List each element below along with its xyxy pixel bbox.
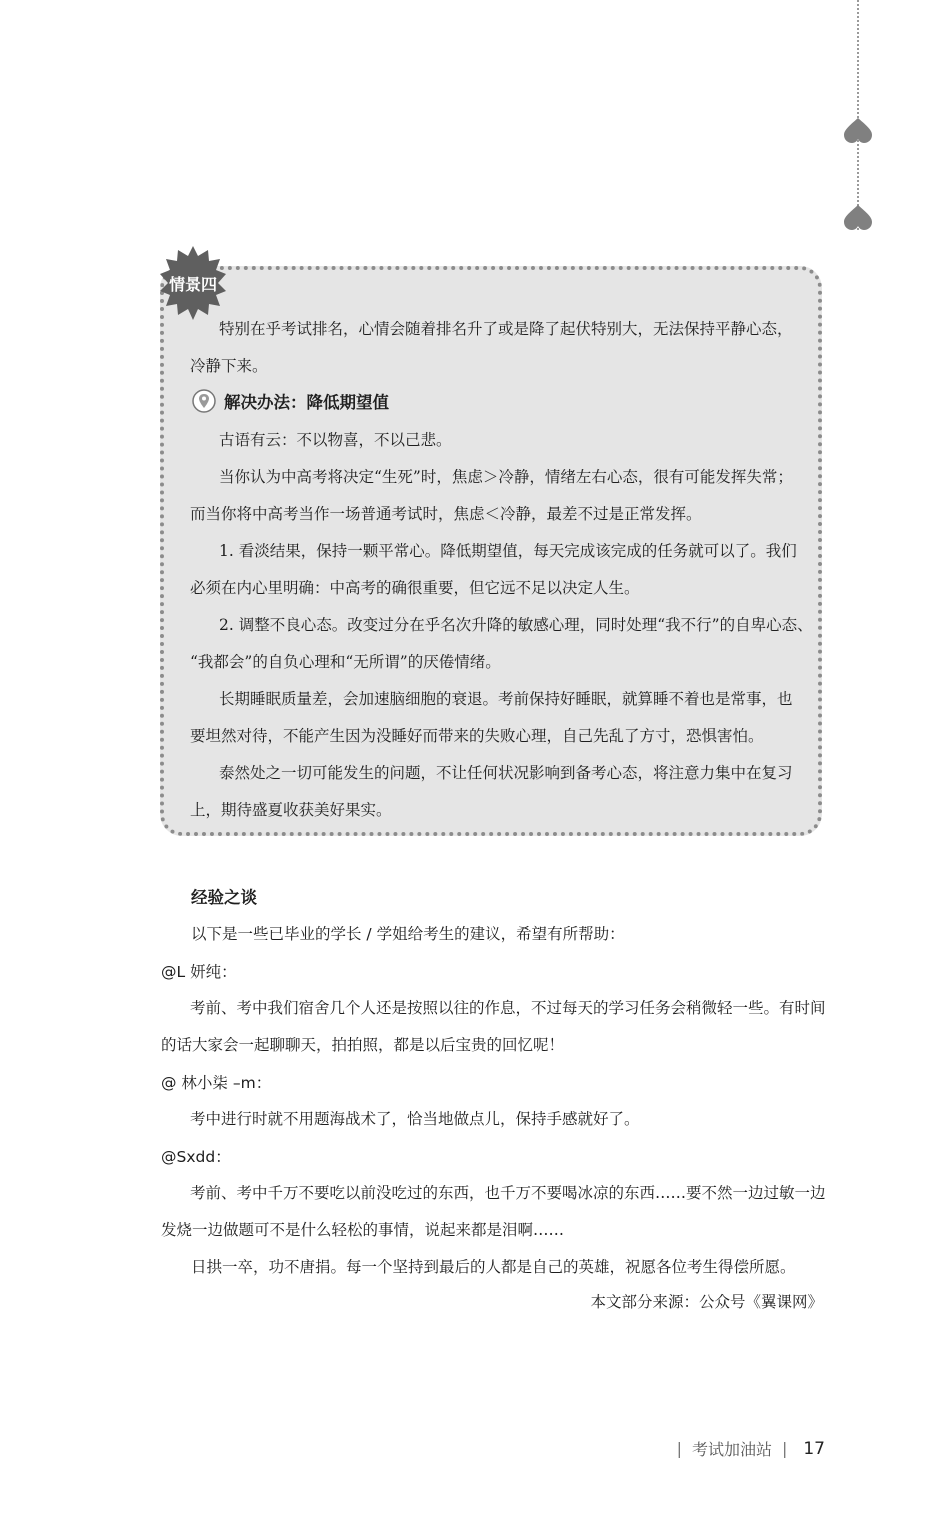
page-number: 17	[803, 1438, 825, 1459]
solution-heading	[192, 386, 389, 416]
entry-handle: @ 林小柒 –m：	[161, 1074, 272, 1092]
experience-intro: 以下是一些已毕业的学长 / 学姐给考生的建议，希望有所帮助：	[191, 925, 625, 943]
decorative-dotted-line	[857, 0, 859, 230]
scenario-paragraph: 而当你将中高考当作一场普通考试时，焦虑＜冷静，最差不过是正常发挥。	[190, 505, 702, 523]
heart-icon	[843, 116, 873, 146]
entry-text: 考中进行时就不用题海战术了，恰当地做点儿，保持手感就好了。	[190, 1110, 640, 1128]
scenario-paragraph: 泰然处之一切可能发生的问题，不让任何状况影响到备考心态，将注意力集中在复习	[219, 764, 793, 782]
entry-handle: @Sxdd：	[161, 1148, 231, 1166]
closing-text: 日拱一卒，功不唐捐。每一个坚持到最后的人都是自己的英雄，祝愿各位考生得偿所愿。	[191, 1258, 796, 1276]
problem-line: 特别在乎考试排名，心情会随着排名升了或是降了起伏特别大，无法保持平静心态，	[219, 320, 793, 338]
scenario-paragraph: 1. 看淡结果，保持一颗平常心。降低期望值，每天完成该完成的任务就可以了。我们	[219, 542, 797, 560]
map-pin-icon	[192, 389, 216, 413]
entry-text: 的话大家会一起聊聊天，拍拍照，都是以后宝贵的回忆呢！	[161, 1036, 565, 1054]
scenario-paragraph: 当你认为中高考将决定“生死”时，焦虑＞冷静，情绪左右心态，很有可能发挥失常；	[219, 468, 793, 486]
footer-separator: |	[781, 1439, 788, 1458]
entry-handle: @L 妍纯：	[161, 963, 237, 981]
scenario-paragraph: 古语有云：不以物喜，不以己悲。	[219, 431, 452, 449]
scenario-paragraph: “我都会”的自负心理和“无所谓”的厌倦情绪。	[190, 653, 501, 671]
scenario-badge-label: 情景四	[168, 275, 217, 294]
scenario-paragraph: 必须在内心里明确：中高考的确很重要，但它远不足以决定人生。	[190, 579, 640, 597]
page-footer	[677, 1437, 825, 1460]
solution-title: 解决办法：降低期望值	[224, 393, 389, 412]
entry-text: 考前、考中我们宿舍几个人还是按照以往的作息，不过每天的学习任务会稍微轻一些。有时间	[190, 999, 826, 1017]
scenario-badge	[160, 246, 226, 320]
footer-section: 考试加油站	[691, 1440, 772, 1459]
entry-text: 考前、考中千万不要吃以前没吃过的东西，也千万不要喝冰凉的东西……要不然一边过敏一边	[190, 1184, 826, 1202]
entry-text: 发烧一边做题可不是什么轻松的事情，说起来都是泪啊……	[161, 1221, 565, 1239]
scenario-paragraph: 2. 调整不良心态。改变过分在乎名次升降的敏感心理，同时处理“我不行”的自卑心态、	[219, 616, 813, 634]
footer-separator: |	[676, 1439, 682, 1458]
scenario-paragraph: 上，期待盛夏收获美好果实。	[190, 801, 392, 819]
section-heading: 经验之谈	[191, 888, 257, 907]
scenario-paragraph: 要坦然对待，不能产生因为没睡好而带来的失败心理，自己先乱了方寸，恐惧害怕。	[190, 727, 764, 745]
problem-line: 冷静下来。	[190, 357, 268, 375]
source-note: 本文部分来源：公众号《翼课网》	[590, 1293, 823, 1311]
scenario-paragraph: 长期睡眠质量差，会加速脑细胞的衰退。考前保持好睡眠，就算睡不着也是常事，也	[219, 690, 793, 708]
heart-icon	[843, 203, 873, 233]
